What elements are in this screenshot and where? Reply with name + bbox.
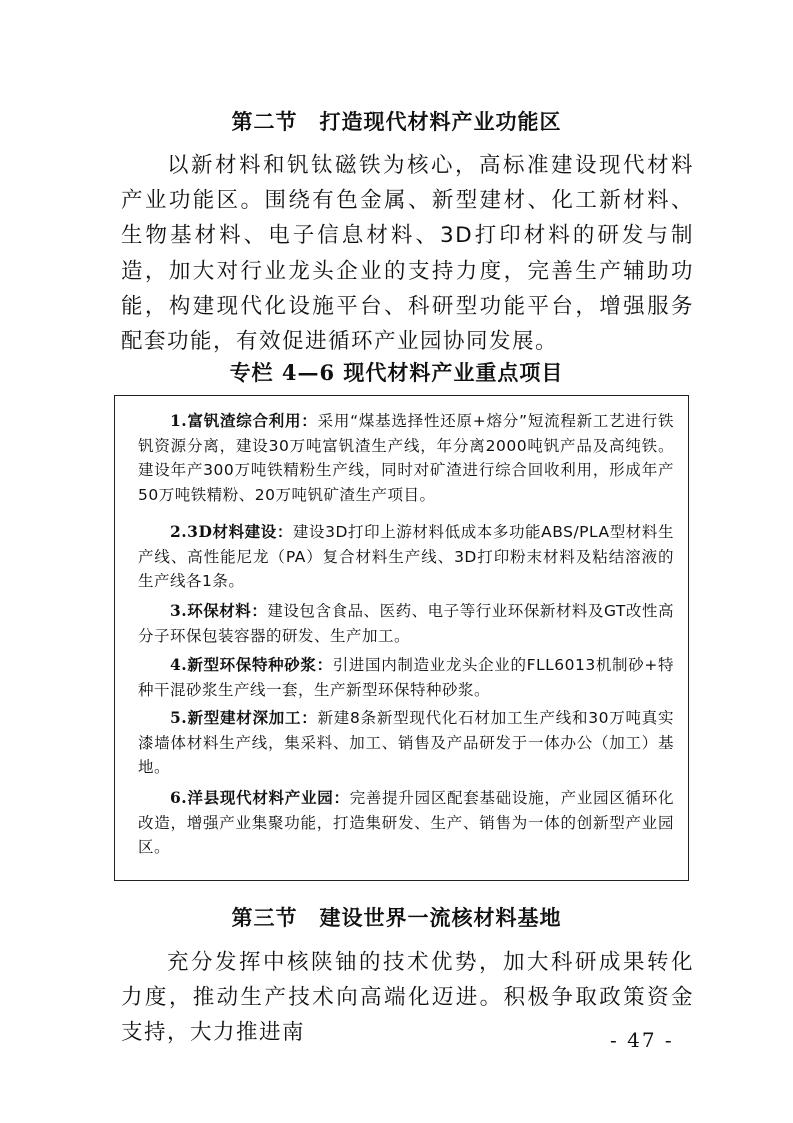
project-item-2-text: 建设3D打印上游材料低成本多功能ABS/PLA型材料生产线、高性能尼龙（PA）复合材料生产线、3D打印粉末材料及粘结溶液的生产线各1条。 — [138, 523, 674, 590]
section-3-paragraph — [121, 945, 694, 1051]
project-item-4-text: 引进国内制造业龙头企业的FLL6013机制砂+特种干混砂浆生产线一套，生产新型环保特种砂浆。 — [138, 656, 674, 699]
project-item-5-lead: 5.新型建材深加工： — [170, 708, 318, 727]
project-item-6-lead: 6.洋县现代材料产业园： — [170, 788, 350, 807]
project-column-box — [114, 395, 689, 881]
project-item-3 — [138, 599, 674, 648]
project-item-5-text: 新建8条新型现代化石材加工生产线和30万吨真实漆墙体材料生产线，集采料、加工、销售及产品研发于一体办公（加工）基地。 — [138, 709, 674, 776]
section-3-title: 第三节 建设世界一流核材料基地 — [231, 905, 562, 930]
project-item-6-text: 完善提升园区配套基础设施，产业园区循环化改造，增强产业集聚功能，打造集研发、生产、销售为一体的创新型产业园区。 — [138, 789, 674, 856]
project-item-1-lead: 1.富钒渣综合利用： — [170, 411, 318, 430]
project-item-4-lead: 4.新型环保特种砂浆： — [170, 655, 333, 674]
project-item-2 — [138, 520, 674, 594]
project-item-3-lead: 3.环保材料： — [170, 601, 268, 620]
column-title: 专栏 4—6 现代材料产业重点项目 — [229, 360, 564, 385]
project-item-6 — [138, 786, 674, 860]
project-item-4 — [138, 653, 674, 702]
project-item-1-text: 采用“煤基选择性还原+熔分”短流程新工艺进行铁钒资源分离，建设30万吨富钒渣生产线，年分离2000吨钒产品及高纯铁。建设年产300万吨铁精粉生产线，同时对矿渣进行综合回收利用，形成年产50万吨铁精粉、20万吨钒矿渣生产项目。 — [138, 412, 674, 504]
project-item-5 — [138, 706, 674, 780]
section-3-paragraph-text: 充分发挥中核陕铀的技术优势，加大科研成果转化力度，推动生产技术向高端化迈进。积极争取政策资金支持，大力推进南 — [121, 950, 694, 1046]
section-2-paragraph — [121, 148, 694, 359]
section-2-title: 第二节 打造现代材料产业功能区 — [231, 109, 562, 134]
project-item-1 — [138, 409, 674, 507]
project-item-3-text: 建设包含食品、医药、电子等行业环保新材料及GT改性高分子环保包装容器的研发、生产加工。 — [138, 602, 674, 645]
project-item-2-lead: 2.3D材料建设： — [170, 522, 293, 541]
page-number: - 47 - — [610, 1028, 674, 1052]
section-2-paragraph-text: 以新材料和钒钛磁铁为核心，高标准建设现代材料产业功能区。围绕有色金属、新型建材、化工新材料、生物基材料、电子信息材料、3D打印材料的研发与制造，加大对行业龙头企业的支持力度，完善生产辅助功能，构建现代化设施平台、科研型功能平台，增强服务配套功能，有效促进循环产业园协同发展。 — [121, 153, 694, 355]
